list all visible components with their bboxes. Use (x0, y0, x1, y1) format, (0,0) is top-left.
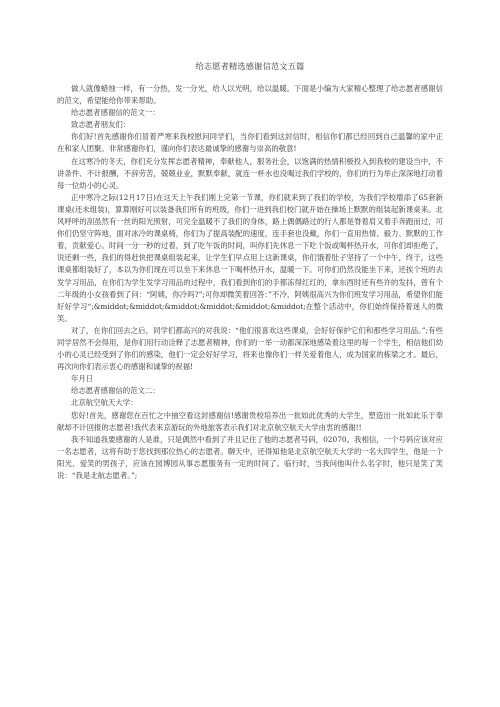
section-heading-two: 给志愿者感谢信的范文二： (71, 386, 160, 396)
letter-one-paragraph-2: 在这寒冷的冬天，你们充分发挥志愿者精神，奉献他人，服务社会，以饱满的热情积极投入到我校的建设当中，不讲条件、不计报酬，不辞劳苦，兢兢业业，默默奉献，就连一杯水也没喝过我们学校的，你们的行为举止深深地打动着每一位幼小的心灵。 (57, 156, 443, 190)
section-heading-one: 给志愿者感谢信的范文一： (71, 108, 160, 118)
intro-paragraph: 做人就像蜡烛一样，有一分热，发一分光，给人以光明，给以温暖。下面是小编为大家精心整理了给志愿者感谢信的范文，希望能给你带来帮助。 (57, 84, 443, 106)
letter-one-paragraph-3: 正中寒冷之际(12月17日)在这天上午我们刚上完第一节课，你们就来到了我们的学校，为我们学校增添了65套新课桌(还未组装)，算算刚好可以装备我们所有的班级，你们一进到我们校门就开始在操场上默默的组装起新课桌来。北风呼呼的刮虽然有一丝的阳光照射，可完全温暖不了我们的身体，路上偶偶路过的行人都是脊着肩又着手奔跑而过，可你们仍坚守阵地，面对冰冷的课桌椅，你们为了提高装配的速度，连手套也没戴，你们一直用热情、毅力、默默的工作着，贡献爱心。时间一分一秒的过着，到了吃午饭的时间，叫你们先休息一下吃个饭或喝杯热开水，可你们却拒绝了，说还剩一些，我们的得赶快把课桌组装起来，让学生们早点用上这新课桌，你们饿着肚子坚持了一个中午，终于，这些课桌都组装好了，本以为你们现在可以坐下来休息一下喝杯热开水，温暖一下。可你们仍然没能坐下来，还挨个班的去发学习用品，在你们为学生发学习用品的过程中，我们看到你们的手都冻得红红的，拿东西时还有些许的发抖，曾有个二年级的小女孩看到了问：“阿姨，你冷吗?”;可你却微笑着回答：”不冷，阿姨很高兴为你们班发学习用品，希望你们能好好学习“;&middot;&middot;&middot;&middot;&middot;&middot;在整个活动中，你们始终保持着迷人的微笑。 (57, 192, 443, 323)
letter-two-paragraph-2: 我不知道我要感谢的人是谁，只是偶然中看到了并且记住了他的志愿者号码，02070。我相信，一个号码应该对应一名志愿者，这将有助于您找到那位热心的志愿者。聊天中，还得知他是北京航空航天大学的一名大四学生，他是一个阳光、爱笑的男孩子，应该在园博园从事志愿服务有一定的时间了。临行时，当我问他叫什么名字时，他只是笑了笑说：“我是北航志愿者。”; (57, 434, 443, 480)
letter-two-paragraph-1: 您好!首先，感谢您在百忙之中抽空看这封感谢信!感谢贵校培养出一批如此优秀的大学生，塑造出一批如此乐于奉献却不计回报的志愿者!我代表来京游玩的外地旅客表示我们对北京航空航天大学由衷的感谢!! (57, 410, 443, 432)
date-line: 年月日 (71, 374, 94, 384)
letter-one-paragraph-4: 对了，在你们回去之后，同学们都高兴的对我说：“他们很喜欢这些课桌，会好好保护它们和那些学习用品。”;有些同学居然不会得用，是你们用行动诠释了志愿者精神，你们的一举一动都深深地感染着这里的每一个学生，相信他们幼小的心灵已经受到了你们的感染，他们一定会好好学习，将来也像你们一样关爱着他人，成为国家的栋梁之才。最后，再次向你们表示衷心的感谢和诚挚的祝福! (57, 325, 443, 372)
salutation-two: 北京航空航天大学： (71, 398, 138, 408)
letter-one-paragraph-1: 你们好!首先感谢你们冒着严寒来我校慰问同学们，当你们看到这封信时，相信你们都已经回到自己温馨的家中正在和家人团聚。非常感谢你们，谨向你们表达最诚挚的感谢与崇高的敬意! (57, 132, 443, 154)
salutation-one: 致志愿者朋友们： (71, 120, 131, 130)
document-title: 给志愿者精选感谢信范文五篇 (195, 61, 305, 71)
